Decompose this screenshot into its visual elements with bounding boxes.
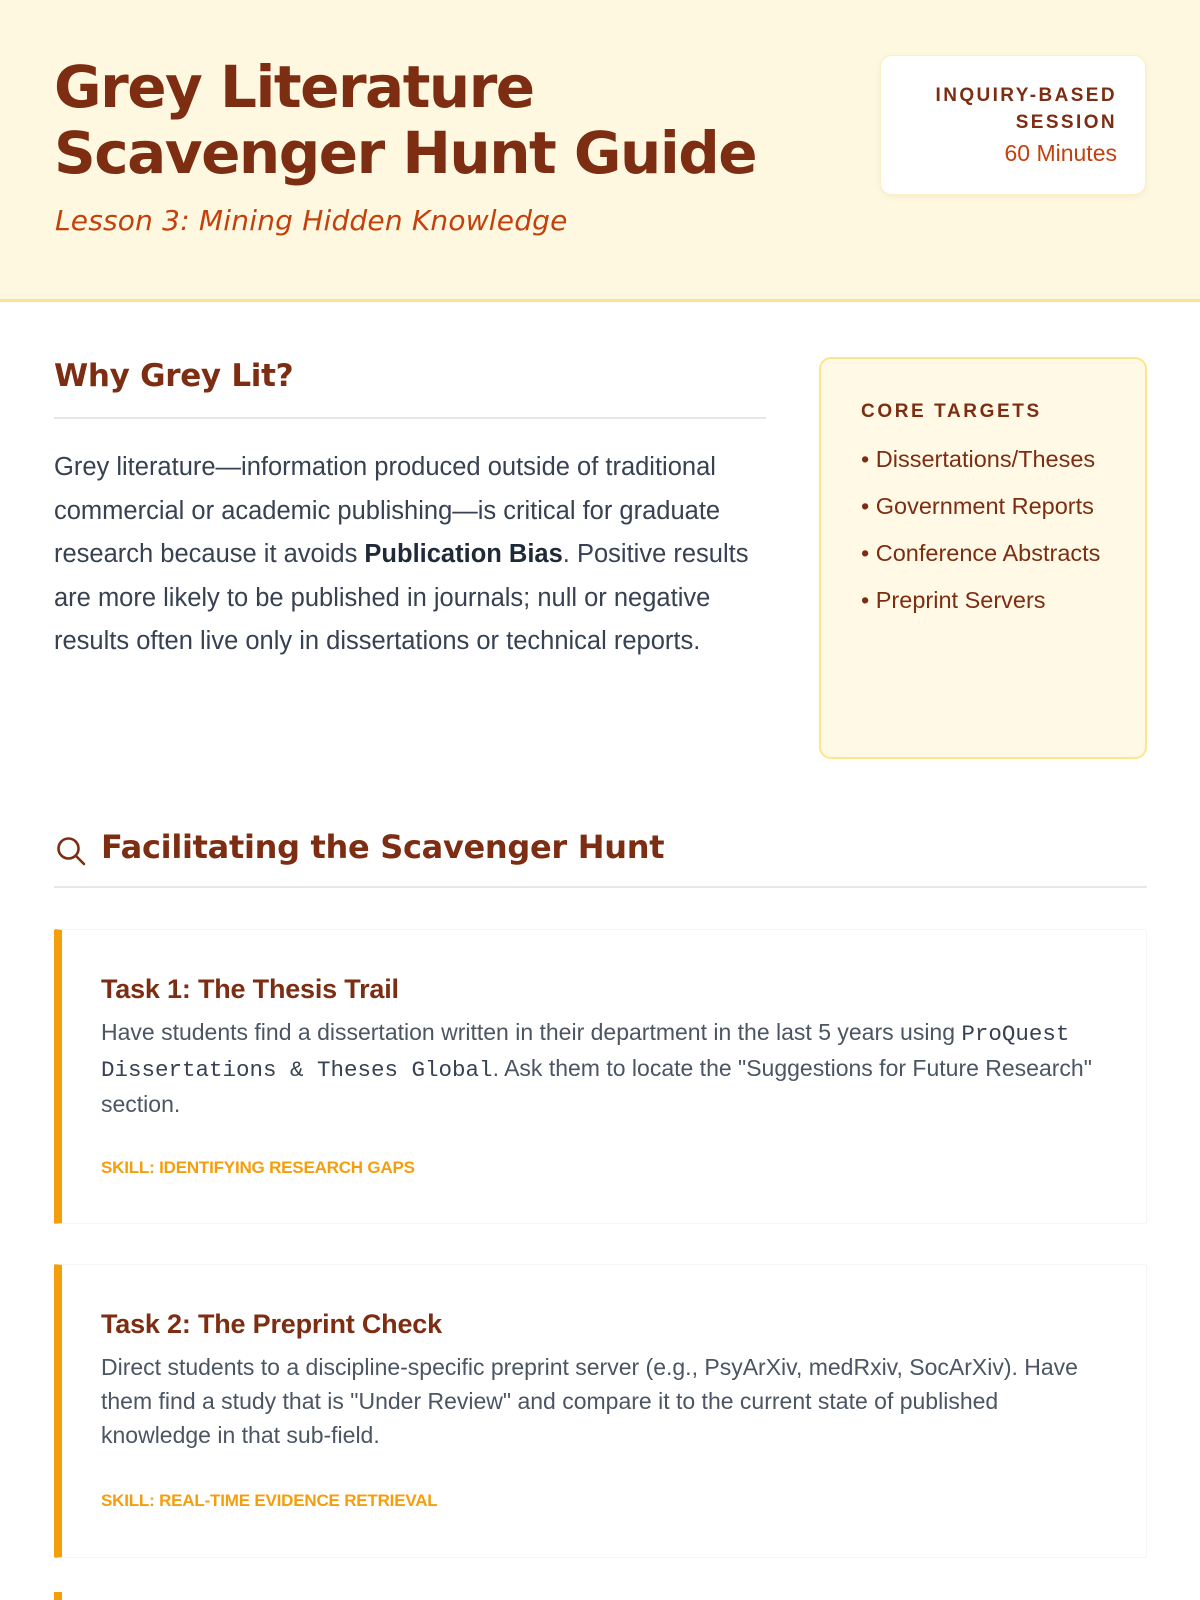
search-icon bbox=[54, 834, 88, 868]
next-task-card-edge bbox=[54, 1592, 62, 1600]
why-grey-lit-paragraph bbox=[54, 446, 774, 664]
session-type-label: INQUIRY-BASED SESSION bbox=[935, 85, 1117, 133]
task-card bbox=[54, 1264, 1147, 1558]
section-divider bbox=[54, 886, 1147, 888]
task-skill-tag: SKILL: IDENTIFYING RESEARCH GAPS bbox=[101, 1158, 415, 1177]
scavenger-hunt-heading: Facilitating the Scavenger Hunt bbox=[101, 828, 665, 866]
core-target-item: • Government Reports bbox=[861, 493, 1094, 519]
core-target-item: • Dissertations/Theses bbox=[861, 446, 1096, 472]
core-targets-card bbox=[819, 357, 1147, 759]
task-title: Task 1: The Thesis Trail bbox=[101, 974, 399, 1004]
task-description bbox=[101, 1015, 1106, 1121]
core-targets-label: CORE TARGETS bbox=[861, 401, 1042, 422]
page-title: Grey Literature Scavenger Hunt Guide bbox=[54, 53, 757, 187]
why-grey-lit-heading: Why Grey Lit? bbox=[54, 358, 294, 394]
task-description-rest: . Ask them to locate the "Suggestions for Future Research" section. bbox=[101, 1055, 1092, 1117]
section-divider bbox=[54, 417, 766, 419]
page-subtitle: Lesson 3: Mining Hidden Knowledge bbox=[55, 204, 568, 237]
page-header bbox=[0, 0, 1200, 302]
why-paragraph-intro: Grey literature—information produced outside of traditional commercial or academic publishing—is critical for graduate research because it avoids bbox=[54, 453, 721, 568]
task-description-intro: Have students find a dissertation written in their department in the last 5 years using bbox=[101, 1019, 962, 1045]
database-name: ProQuest Dissertations & Theses Global bbox=[101, 1021, 1070, 1083]
core-targets-list bbox=[861, 443, 1125, 617]
why-paragraph-rest: . Positive results are more likely to be published in journals; null or negative results often live only in dissertations or technical reports. bbox=[54, 540, 749, 655]
task-skill-tag: SKILL: REAL-TIME EVIDENCE RETRIEVAL bbox=[101, 1491, 438, 1510]
session-duration: 60 Minutes bbox=[1004, 140, 1117, 166]
task-card bbox=[54, 929, 1147, 1224]
task-description: Direct students to a discipline-specific preprint server (e.g., PsyArXiv, medRxiv, SocArXiv). Have them find a study that is "Under Review" and compare it to the current state of published knowledge in that sub-field. bbox=[101, 1354, 1078, 1448]
core-target-item: • Conference Abstracts bbox=[861, 540, 1101, 566]
session-info-card bbox=[880, 55, 1146, 195]
task-title: Task 2: The Preprint Check bbox=[101, 1309, 442, 1339]
publication-bias-term: Publication Bias bbox=[364, 540, 563, 568]
core-target-item: • Preprint Servers bbox=[861, 587, 1046, 613]
